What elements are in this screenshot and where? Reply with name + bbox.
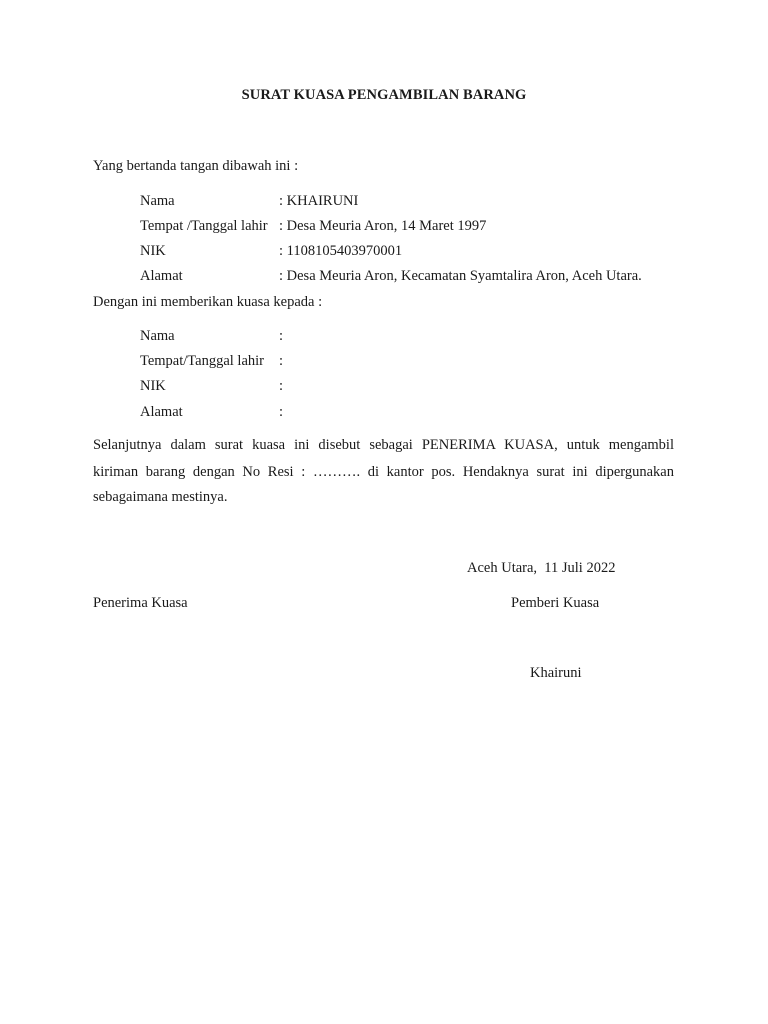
grantor-name-value: : KHAIRUNI: [279, 193, 359, 209]
document-title: SURAT KUASA PENGAMBILAN BARANG: [241, 87, 527, 103]
grantee-nik-label: NIK: [140, 378, 166, 394]
grantee-address-value: :: [279, 404, 284, 420]
place-date: Aceh Utara, 11 Juli 2022: [467, 560, 616, 576]
grantor-birth-value: : Desa Meuria Aron, 14 Maret 1997: [279, 218, 487, 234]
receiver-label: Penerima Kuasa: [93, 595, 188, 611]
grantor-nik-label: NIK: [140, 243, 166, 259]
grantor-nik-value: : 1108105403970001: [279, 243, 403, 259]
grantor-address-label: Alamat: [140, 268, 183, 284]
grantee-nik-value: :: [279, 378, 284, 394]
grantor-address-value: : Desa Meuria Aron, Kecamatan Syamtalira Aron, Aceh Utara.: [279, 268, 642, 284]
body-line: kiriman barang dengan No Resi : ………. di kantor pos. Hendaknya surat ini dipergunakan: [93, 464, 674, 480]
giver-label: Pemberi Kuasa: [511, 595, 600, 611]
grantee-birth-value: :: [279, 353, 284, 369]
grantee-name-value: :: [279, 328, 284, 344]
grantor-birth-label: Tempat /Tanggal lahir: [140, 218, 268, 234]
grantor-name-label: Nama: [140, 193, 175, 209]
intro-text: Yang bertanda tangan dibawah ini :: [93, 158, 299, 174]
grant-intro-text: Dengan ini memberikan kuasa kepada :: [93, 294, 323, 310]
giver-name: Khairuni: [530, 665, 582, 681]
grantee-birth-label: Tempat/Tanggal lahir: [140, 353, 264, 369]
body-line: Selanjutnya dalam surat kuasa ini disebut sebagai PENERIMA KUASA, untuk mengambil: [93, 437, 674, 453]
grantee-name-label: Nama: [140, 328, 175, 344]
grantee-address-label: Alamat: [140, 404, 183, 420]
body-line: sebagaimana mestinya.: [93, 489, 228, 505]
